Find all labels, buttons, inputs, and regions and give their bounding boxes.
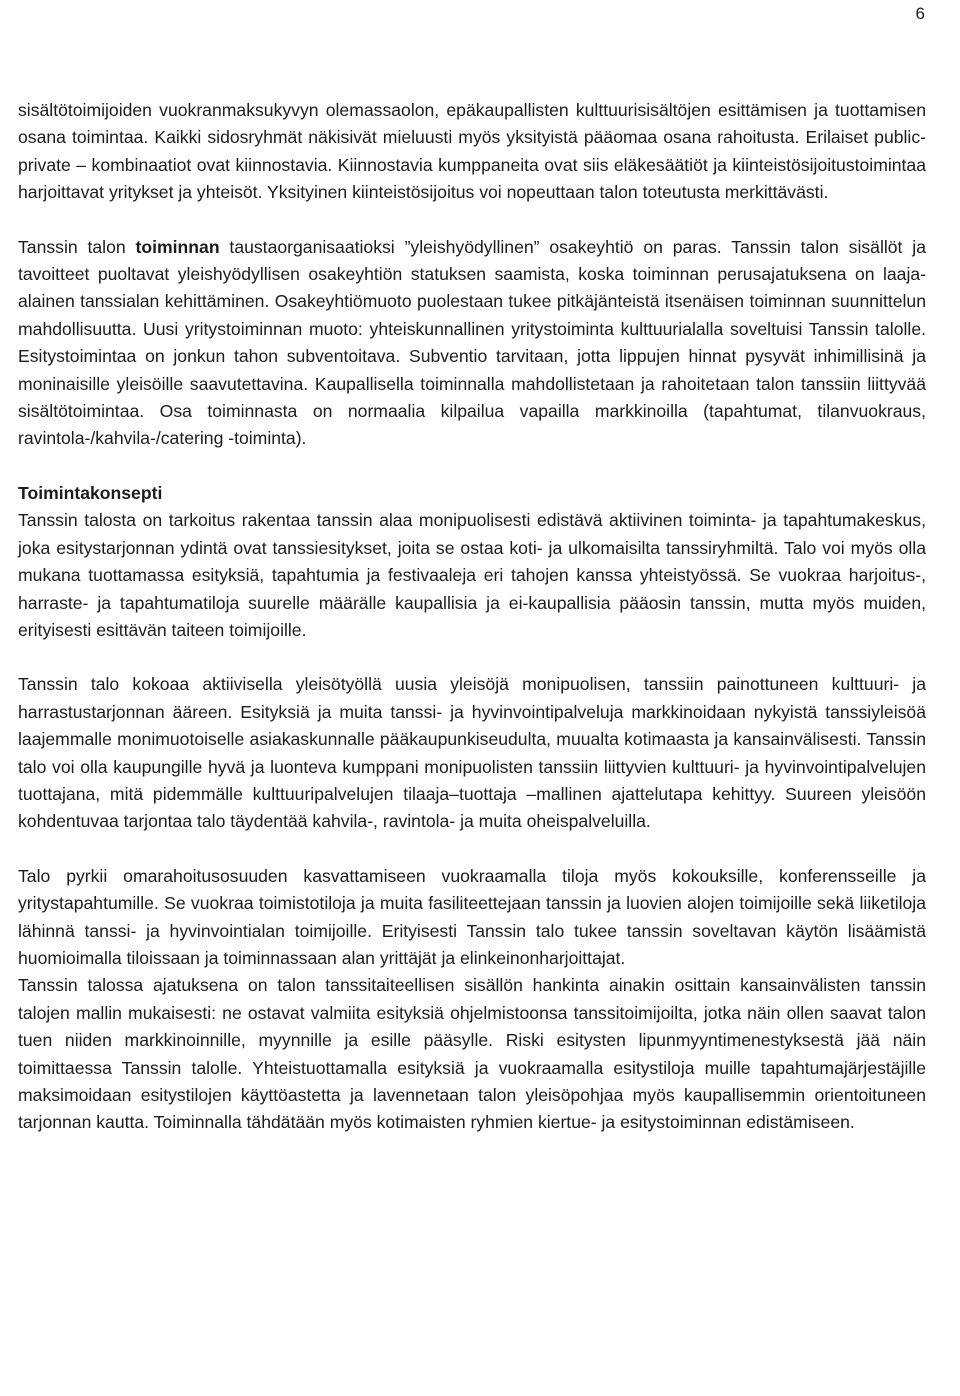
- paragraph-intro: sisältötoimijoiden vuokranmaksukyvyn olemassaolon, epäkaupallisten kulttuurisisältöjen esittämisen ja tuottamisen osana toimintaa. Kaikki sidosryhmät näkisivät mieluusti myös yksityistä pääomaa osana rahoitusta. Erilaiset public-private – kombinaatiot ovat kiinnostavia. Kiinnostavia kumppaneita ovat siis eläkesäätiöt ja kiinteistösijoitustoimintaa harjoittavat yritykset ja yhteisöt. Yksityinen kiinteistösijoitus voi nopeuttaan talon toteutusta merkittävästi.: [18, 100, 926, 203]
- bold-term-toiminnan: toiminnan: [135, 236, 220, 257]
- paragraph-organisation-rest: taustaorganisaatioksi ”yleishyödyllinen” osakeyhtiö on paras. Tanssin talon sisällöt ja tavoitteet puoltavat yleishyödyllisen osakeyhtiön statuksen saamista, koska toiminnan perusajatuksena on laaja-alainen tanssialan kehittäminen. Osakeyhtiömuoto puolestaan tukee pitkäjänteistä itsenäisen toiminnan suunnittelun mahdollisuutta. Uusi yritystoiminnan muoto: yhteiskunnallinen yritystoiminta kulttuurialalla soveltuisi Tanssin talolle. Esitystoimintaa on jonkun tahon subventoitava. Subventio tarvitaan, jotta lippujen hinnat pysyvät inhimillisinä ja moninaisille yleisöille saavutettavina. Kaupallisella toiminnalla mahdollistetaan ja rahoitetaan talon tanssiin liittyvää sisältötoimintaa. Osa toiminnasta on normaalia kilpailua vapailla markkinoilla (tapahtumat, tilanvuokraus, ravintola-/kahvila-/catering -toiminta).: [18, 236, 926, 449]
- document-body: [18, 97, 926, 1137]
- paragraph-organisation: [18, 234, 926, 453]
- paragraph-content-acquisition: Tanssin talossa ajatuksena on talon tanssitaiteellisen sisällön hankinta ainakin osittain kansainvälisten tanssin talojen mallin mukaisesti: ne ostavat valmiita esityksiä ohjelmistoonsa tanssitoimijoilta, jotka näin ollen saavat talon tuen niiden markkinoinnille, myynnille ja esille pääsylle. Riski esitysten lipunmyyntimenestyksestä jää näin toimittaessa Tanssin talolle. Yhteistuottamalla esityksiä ja vuokraamalla esitystiloja muille tapahtumajärjestäjille maksimoidaan esitystilojen käyttöastetta ja lavennetaan talon yleisöpohjaa myös kaupallisemmin orientoituneen tarjonnan kautta. Toiminnalla tähdätään myös kotimaisten ryhmien kiertue- ja esitystoiminnan edistämiseen.: [18, 975, 926, 1133]
- paragraph-concept: Tanssin talosta on tarkoitus rakentaa tanssin alaa monipuolisesti edistävä aktiivinen toiminta- ja tapahtumakeskus, joka esitystarjonnan ydintä ovat tanssiesitykset, joita se ostaa koti- ja ulkomaisilta tanssiryhmiltä. Talo voi myös olla mukana tuottamassa esityksiä, tapahtumia ja festivaaleja eri tahojen kanssa yhteistyössä. Se vuokraa harjoitus-, harraste- ja tapahtumatiloja suurelle määrälle kaupallisia ja ei-kaupallisia pääosin tanssin, mutta myös muiden, erityisesti esittävän taiteen toimijoille.: [18, 510, 926, 640]
- paragraph-funding: Talo pyrkii omarahoitusosuuden kasvattamiseen vuokraamalla tiloja myös kokouksille, konferensseille ja yritystapahtumille. Se vuokraa toimistotiloja ja muita fasiliteettejaan tanssin ja luovien alojen toimijoille sekä liiketiloja lähinnä tanssi- ja hyvinvointialan toimijoille. Erityisesti Tanssin talo tukee tanssin soveltavan käytön lisäämistä huomioimalla tiloissaan ja toiminnassaan alan yrittäjät ja elinkeinonharjoittajat.: [18, 865, 926, 968]
- paragraph-audience: Tanssin talo kokoaa aktiivisella yleisötyöllä uusia yleisöjä monipuolisen, tanssiin painottuneen kulttuuri- ja harrastustarjonnan ääreen. Esityksiä ja muita tanssi- ja hyvinvointipalveluja markkinoidaan nykyistä tanssiyleisöä laajemmalle monimuotoiselle asiakaskunnalle pääkaupunkiseudulta, muualta kotimaasta ja kansainvälisesti. Tanssin talo voi olla kaupungille hyvä ja luonteva kumppani monipuolisten tanssiin liittyvien kulttuuri- ja hyvinvointipalvelujen tuottajana, mitä pidemmälle kulttuuripalvelujen tilaaja–tuottaja –mallinen ajattelutapa kehittyy. Suureen yleisöön kohdentuvaa tarjontaa talo täydentää kahvila-, ravintola- ja muita oheispalveluilla.: [18, 674, 926, 832]
- section-heading: Toimintakonsepti: [18, 482, 163, 503]
- paragraph-organisation-start: Tanssin talon: [18, 236, 136, 257]
- page-number: 6: [915, 4, 925, 23]
